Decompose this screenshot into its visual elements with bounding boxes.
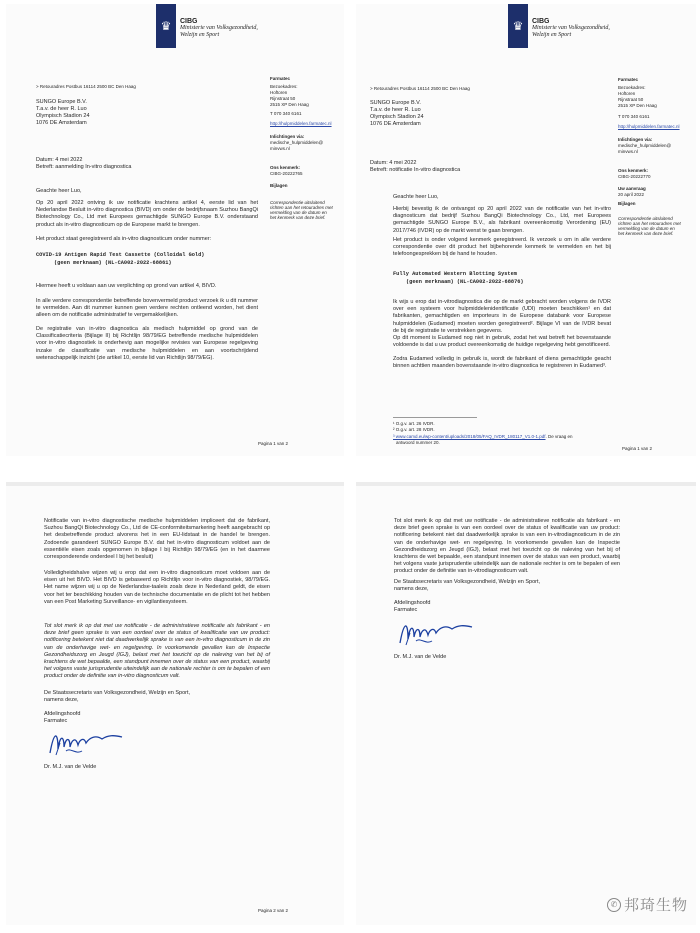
paragraph: Tot slot merk ik op dat met uw notificatie - de administratieve notificatie als fabrikant - en deze brief geen sprake is van een oordeel over de status of kwalificatie van uw product: notificering betekent niet dat daadwerkelijk sprake is van een in-vitrodiagnosticum in de zin van de onderhavige wet- en regelgeving. In voorkomende gevallen kan de Inspectie Gezondheidszorg en Jeugd (IGJ), belast met het toezicht op de naleving van het bij of krachtens de wet bepaalde, een standpunt innemen over de status van een product, waarbij het volgens vaste jurisprudentie uiteindelijk aan de nationale rechter is om te bepalen of een product onder de definitie van in-vitrodiagnosticum valt. <box>394 518 620 575</box>
side-info-line: minvws.nl <box>270 146 290 151</box>
closing-line: De Staatssecretaris van Volksgezondheid, Welzijn en Sport, <box>44 690 191 696</box>
side-note-line: Correspondentie uitsluitend <box>270 200 325 205</box>
side-attachments-label: Bijlagen <box>618 201 636 206</box>
side-info-label: Inlichtingen via: <box>270 134 305 139</box>
side-visit-line: Rijnstraat 50 <box>270 96 296 101</box>
salutation: Geachte heer Luo, <box>393 194 439 200</box>
return-address: > Retouradres Postbus 16114 2500 BC Den Haag <box>36 84 136 89</box>
signer-name: Dr. M.J. van de Velde <box>394 654 447 660</box>
paragraph: Zodra Eudamed volledig in gebruik is, wordt de fabrikant of diens gemachtigde geacht binnen achttien maanden bovenstaande in-vitro diagnostica te registreren in Eudamed³. <box>393 356 611 370</box>
side-phone: T 070 340 6161 <box>618 114 650 119</box>
paragraph: Notificatie van in-vitro diagnostische medische hulpmiddelen impliceert dat de fabrikant, Suzhou BangQi Biotechnology Co., Ltd de CE-conformiteitsmarkering heeft aangebracht op het desbetreffende product alvorens het in een EU-lidstaat in de handel te brengen. Zodoende garandeert SUNGO Europe B.V. dat het in-vitro diagnosticum voldoet aan de essentiële eisen zoals opgenomen in bijlage I bij Richtlijn 98/79/EG (en in het daarmee corresponderende onderdeel I bij het besluit) <box>44 518 270 561</box>
watermark-text: 邦琦生物 <box>623 896 688 914</box>
side-request-label: Uw aanvraag <box>618 186 646 191</box>
department: Afdelingshoofd <box>44 711 81 717</box>
side-note-line: het kenmerk van deze brief. <box>270 215 326 220</box>
logo-name-line2: Welzijn en Sport <box>532 32 572 38</box>
recipient-line: SUNGO Europe B.V. <box>370 100 421 106</box>
recipient-line: Olympisch Stadion 24 <box>36 113 90 119</box>
logo-name-line2: Welzijn en Sport <box>180 32 220 38</box>
paragraph: Het product staat geregistreerd als in-vitro diagnosticum onder nummer: <box>36 236 212 242</box>
logo-name-line1: Ministerie van Volksgezondheid, <box>532 25 610 31</box>
footnote-divider <box>393 417 477 418</box>
footnote: antwoord nummer 20. <box>396 440 440 445</box>
letter-subject: Betreft: aanmelding In-vitro diagnostica <box>36 164 132 170</box>
footnote: ² O.g.v. art. 28 IVDR. <box>393 427 435 432</box>
page-number: Pagina 1 van 2 <box>622 446 653 451</box>
department: Afdelingshoofd <box>394 600 431 606</box>
ministry-logo <box>156 4 306 48</box>
signature-icon <box>396 615 476 649</box>
side-note-line: vermelding van de datum en <box>270 210 327 215</box>
letter2-page1 <box>356 4 696 456</box>
side-visit-label: Bezoekadres: <box>618 85 646 90</box>
page-number: Pagina 2 van 2 <box>258 908 289 913</box>
side-info-line: medische_hulpmiddelen@ <box>618 143 672 148</box>
footnote-link[interactable]: ³ www.camd.eu/wp-content/uploads/2018/05/FAQ_IVDR_180117_V1.0-1.pdf <box>393 434 546 439</box>
paragraph: Ik wijs u erop dat in-vitrodiagnostica die op de markt gebracht worden volgens de IVDR over een systeem voor hulpmiddelenidentificatie (UDI) moeten beschikken¹ en dat fabrikanten, gemachtigden en importeurs in de Europese databank voor Europese hulpmiddelen (Eudamed) moeten worden geregistreerd². Bijlage VI van de IVDR bevat de bij de registratie te verstrekken gegevens. <box>393 299 611 334</box>
recipient-line: T.a.v. de heer R. Luo <box>370 107 421 113</box>
side-visit-line: 2515 XP Den Haag <box>618 103 657 108</box>
product-registration: (geen merknaam) (NL-CA002-2022-68876) <box>406 279 524 285</box>
recipient-line: T.a.v. de heer R. Luo <box>36 106 87 112</box>
side-farmatec: Farmatec <box>270 76 291 81</box>
page-edge <box>356 482 696 486</box>
paragraph: In alle verdere correspondentie betreffende bovenvermeld product verzoek ik u dit nummer te vermelden. Aan dit nummer kunnen geen verdere rechten ontleend worden, het dient alleen om de notificatie administratief te vergemakkelijken. <box>36 298 258 319</box>
side-note-line: Correspondentie uitsluitend <box>618 216 673 221</box>
product-name: Fully Automated Western Blotting System <box>393 271 517 277</box>
department: Farmatec <box>44 718 68 724</box>
side-ref-label: Ons kenmerk: <box>618 168 649 173</box>
side-visit-line: Hoftoren <box>270 90 288 95</box>
letter-date: Datum: 4 mei 2022 <box>370 160 417 166</box>
paragraph: Hierbij bevestig ik de ontvangst op 20 april 2022 van de notificatie van het in-vitro diagnosticum dat bedrijf Suzhou BangQi Biotechnology Co., Ltd, met Europees gemachtigde SUNGO Europe B.V., als fabrikant overeenkomstig Verordening (EU) 2017/746 (IVDR) op de markt wenst te gaan brengen. <box>393 206 611 234</box>
side-visit-line: Hoftoren <box>618 91 636 96</box>
closing-line: namens deze, <box>394 586 429 592</box>
recipient-line: 1076 DE Amsterdam <box>36 120 87 126</box>
side-ref: CIBG-20222770 <box>618 174 651 179</box>
recipient-line: SUNGO Europe B.V. <box>36 99 87 105</box>
side-visit-line: Rijnstraat 50 <box>618 97 644 102</box>
signature-icon <box>46 725 126 759</box>
recipient-line: Olympisch Stadion 24 <box>370 114 424 120</box>
side-farmatec: Farmatec <box>618 77 639 82</box>
side-visit-line: 2515 XP Den Haag <box>270 102 309 107</box>
side-ref-label: Ons kenmerk: <box>270 165 301 170</box>
side-info-line: minvws.nl <box>618 149 638 154</box>
recipient-line: 1076 DE Amsterdam <box>370 121 421 127</box>
paragraph: Volledigheidshalve wijzen wij u erop dat een in-vitro diagnosticum moet voldoen aan de eisen uit het BIVD. Het BIVD is gebaseerd op Richtlijn voor in-vitro diagnostiek, 98/79/EG. Het name wijzen wij u op de Nederlandse-taaleis zoals deze in Nederland geldt, de eisen voor het ter beschikking houden van de technische documentatie en de plicht tot het hebben van een Post Marketing Surveillance- en vigilantiesysteem. <box>44 570 270 605</box>
side-phone: T 070 340 6161 <box>270 111 302 116</box>
letter1-page1 <box>6 4 344 456</box>
side-note-line: richten aan het retouradres met <box>618 221 681 226</box>
side-info-label: Inlichtingen via: <box>618 137 653 142</box>
side-note-line: vermelding van de datum en <box>618 226 675 231</box>
side-note-line: richten aan het retouradres met <box>270 205 333 210</box>
department: Farmatec <box>394 607 418 613</box>
letter2-page2 <box>356 482 696 925</box>
paragraph: Op 20 april 2022 ontving ik uw notificatie krachtens artikel 4, eerste lid van het Nederlandse Besluit in-vitro diagnostica (BIVD) om onder de bedrijfsnaam Suzhou BangQi Biotechnology Co., Ltd met Europees gemachtigde SUNGO Europe B.V. onderstaand product als in-vitro diagnosticum op de Europese markt te brengen. <box>36 200 258 228</box>
page-edge <box>6 482 344 486</box>
page-number: Pagina 1 van 2 <box>258 441 289 446</box>
ministry-logo <box>508 4 658 48</box>
letter-date: Datum: 4 mei 2022 <box>36 157 83 163</box>
signer-name: Dr. M.J. van de Velde <box>44 764 97 770</box>
side-attachments-label: Bijlagen <box>270 183 288 188</box>
closing-line: namens deze, <box>44 697 79 703</box>
paragraph: De registratie van in-vitro diagnostica als medisch hulpmiddel op grond van de Classificatiecriteria (Bijlage II) bij Richtlijn 98/79/EG betreffende medische hulpmiddelen voor in-vitro diagnostiek is onderhevig aan mogelijke revisies van Europese regelgeving inzake de classificatie van medische hulpmiddelen en aan voortschrijdend wetenschappelijk inzicht (zie artikel 10, eerste lid van Richtlijn 98/79/EG). <box>36 326 258 361</box>
paragraph: Hiermee heeft u voldaan aan uw verplichting op grond van artikel 4, BIVD. <box>36 283 217 289</box>
wechat-icon: ✆ <box>607 898 621 912</box>
letter1-page2 <box>6 482 344 925</box>
product-registration: (geen merknaam) (NL-CA002-2022-68861) <box>54 260 172 266</box>
side-info-line: medische_hulpmiddelen@ <box>270 140 324 145</box>
paragraph: Op dit moment is Eudamed nog niet in gebruik, zodat het wat betreft het bovenstaande voldoende is dat u uw product overeenkomstig de huidige regelgeving hebt genotificeerd. <box>393 335 611 349</box>
crest-icon: ♛ <box>156 4 176 48</box>
salutation: Geachte heer Luo, <box>36 188 82 194</box>
side-note-line: het kenmerk van deze brief. <box>618 231 674 236</box>
paragraph: Het product is onder volgend kenmerk geregistreerd. Ik verzoek u om in alle verdere correspondentie over dit product het bijbehorende kenmerk te vermelden en het bij telefoongesprekken bij de hand te houden. <box>393 237 611 258</box>
side-ref: CIBG-20222765 <box>270 171 303 176</box>
logo-abbr: CIBG <box>180 18 198 25</box>
watermark <box>607 894 688 915</box>
product-name: COVID-19 Antigen Rapid Test Cassette (Colloidal Gold) <box>36 252 205 258</box>
footnote-text: . De vraag en <box>545 434 573 439</box>
footnote: ¹ O.g.v. art. 26 IVDR. <box>393 421 435 426</box>
paragraph: Tot slot merk ik op dat met uw notificatie - de administratieve notificatie als fabrikant - en deze brief geen sprake is van een oordeel over de status of kwalificatie van uw product: notificering betekent niet dat daadwerkelijk sprake is van een in-vitro diagnosticum in de zin van de onderhavige wet- en regelgeving. In voorkomende gevallen kan de Inspectie Gezondheidszorg en Jeugd (IGJ), belast met het toezicht op de naleving van het bij of krachtens de wet bepaalde, een standpunt innemen over de status van een product, waarbij het volgens vaste jurisprudentie uiteindelijk aan de nationale rechter is om te bepalen of een product onder de definitie van in-vitro diagnosticum valt. <box>44 623 270 680</box>
logo-name-line1: Ministerie van Volksgezondheid, <box>180 25 258 31</box>
logo-abbr: CIBG <box>532 18 550 25</box>
crest-icon: ♛ <box>508 4 528 48</box>
side-visit-label: Bezoekadres: <box>270 84 298 89</box>
side-website-link[interactable]: http://hulpmiddelen.farmatec.nl <box>270 121 332 126</box>
side-website-link[interactable]: http://hulpmiddelen.farmatec.nl <box>618 124 680 129</box>
letter-subject: Betreft: notificatie In-vitro diagnostica <box>370 167 461 173</box>
return-address: > Retouradres Postbus 16114 2500 BC Den Haag <box>370 86 470 91</box>
side-request-date: 20 april 2022 <box>618 192 645 197</box>
closing-line: De Staatssecretaris van Volksgezondheid, Welzijn en Sport, <box>394 579 541 585</box>
